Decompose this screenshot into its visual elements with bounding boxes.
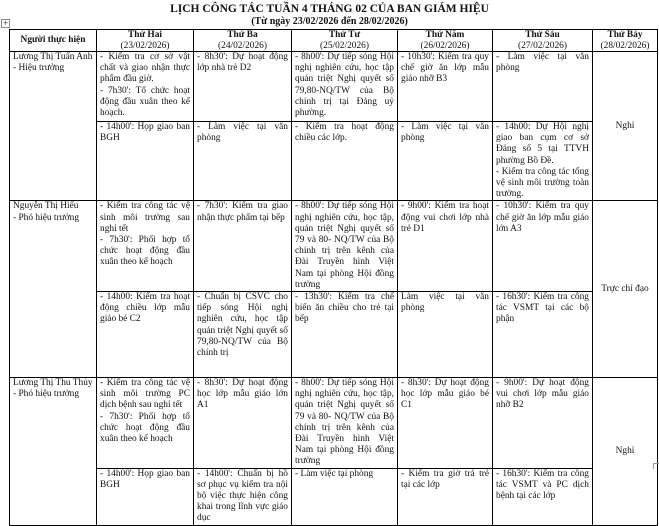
cell-friday-morning: [493, 52, 593, 122]
activity-text: - 8h30': Dự hoạt động học lớp mẫu giáo lớn A1: [197, 378, 288, 411]
activity-text: - 10h30': Kiểm tra quy chế giờ ăn lớp mẫu giáo nhỡ B3: [401, 52, 489, 85]
header-date-label: (25/02/2026): [320, 40, 369, 51]
cell-wednesday-morning: [292, 378, 398, 469]
activity-text: Làm việc tại văn phòng: [401, 292, 489, 314]
cell-saturday: Trực chỉ đạo: [593, 201, 658, 378]
person-cell: [10, 201, 97, 378]
header-date-label: (23/02/2026): [120, 40, 170, 51]
activity-text: - Làm việc tại văn phòng: [401, 122, 489, 144]
table-resize-handle-icon[interactable]: [653, 463, 659, 469]
activity-text: - 8h30': Dự hoạt động học lớp mẫu giáo bé C1: [401, 378, 489, 411]
cell-monday-morning: [97, 378, 194, 469]
activity-text: - Kiểm tra công tác vệ sinh môi trường sau nghỉ tết: [100, 201, 190, 234]
activity-text: - 16h30': Kiểm tra công tác VSMT và PC dịch bệnh tại các lớp: [496, 468, 589, 502]
cell-monday-afternoon: [97, 292, 194, 378]
header-day-label: Người thực hiện: [20, 35, 86, 46]
activity-text: - Kiểm tra công tác vệ sinh môi trường PC dịch bệnh sau nghỉ tết: [100, 378, 190, 411]
activity-text: - Làm việc tại văn phòng: [496, 52, 589, 74]
header-row: [10, 30, 658, 52]
person-role: - Phó hiệu trưởng: [13, 389, 80, 400]
document-subtitle: (Từ ngày 23/02/2026 đến 28/02/2026): [251, 16, 408, 27]
activity-text: - Làm việc tại văn phòng: [197, 122, 288, 144]
header-tuesday: [194, 30, 292, 52]
activity-text: - 9h00': Dự hoạt động vui chơi lớp mẫu giáo nhỡ B2: [496, 378, 589, 411]
header-day-label: Thứ Bảy: [607, 30, 643, 40]
activity-text: - 7h30': Phối hợp tổ chức hoạt động đầu xuân theo kế hoạch: [100, 411, 190, 445]
header-date-label: (28/02/2026): [600, 40, 650, 51]
header-thursday: [398, 30, 493, 52]
cell-thursday-afternoon: [398, 292, 493, 378]
cell-wednesday-morning: [292, 201, 398, 292]
activity-text: - 14h00': Chuẩn bị hồ sơ phục vụ kiểm tra nội bộ việc thực hiện công khai trong lĩnh vực giáo dục: [197, 468, 288, 524]
activity-text: - Kiểm tra hoạt động chiều các lớp.: [295, 122, 394, 144]
cell-saturday: Nghỉ: [593, 378, 658, 526]
activity-text: - 14h00: Kiểm tra hoạt động chiều lớp mẫu giáo bé C2: [100, 292, 190, 325]
header-day-label: Thứ Ba: [227, 30, 258, 40]
document-title: LỊCH CÔNG TÁC TUẦN 4 THÁNG 02 CỦA BAN GIÁM HIỆU: [170, 3, 489, 15]
activity-text: - 14h00: Dự Hội nghị giao ban cụm cơ sở Đảng số 5 tại TTVH phường Bồ Đề.: [496, 122, 589, 166]
cell-monday-morning: [97, 201, 194, 292]
table-row-afternoon: [10, 122, 658, 201]
person-role: - Hiệu trưởng: [13, 63, 65, 74]
cell-tuesday-afternoon: [194, 292, 292, 378]
header-day-label: Thứ Năm: [425, 30, 465, 40]
activity-text: - 8h00': Dự tiếp sóng Hội nghị nghiên cứu, học tập, quán triệt Nghị quyết số 79 và 80- NQ/TW của Bộ chính trị trên kênh của Đài Truyền hình Việt Nam tại phòng Hội đồng trường: [295, 201, 394, 290]
cell-friday-afternoon: [493, 468, 593, 525]
header-wednesday: [292, 30, 398, 52]
activity-text: - 13h30': Kiểm tra chế biến ăn chiều cho trẻ tại bếp: [295, 292, 394, 325]
cell-thursday-morning: [398, 201, 493, 292]
activity-text: - 14h00': Họp giao ban BGH: [100, 468, 190, 490]
activity-text: - 10h30': Kiểm tra quy chế giờ ăn lớp mẫu giáo lớn A3: [496, 201, 589, 234]
cell-wednesday-afternoon: [292, 122, 398, 201]
table-row-morning: [10, 378, 658, 469]
activity-text: - 8h00': Dự tiếp sóng Hội nghị nghiên cứu, học tập quán triệt Nghị quyết số 79,80-NQ/TW của Bộ chính trị tại Đảng uỷ phường.: [295, 52, 394, 119]
table-move-handle-icon[interactable]: +: [2, 19, 9, 27]
cell-thursday-morning: [398, 378, 493, 469]
cell-monday-morning: [97, 52, 194, 122]
cell-friday-morning: [493, 201, 593, 292]
header-date-label: (24/02/2026): [218, 40, 267, 51]
cell-tuesday-afternoon: [194, 122, 292, 201]
cell-thursday-morning: [398, 52, 493, 122]
table-row-afternoon: [10, 468, 658, 525]
header-date-label: (26/02/2026): [420, 40, 470, 51]
table-row-morning: [10, 201, 658, 292]
cell-wednesday-morning: [292, 52, 398, 122]
cell-tuesday-morning: [194, 378, 292, 469]
activity-text: - Chuẩn bị CSVC cho tiếp sóng Hội nghị nghiên cứu, học tập quán triệt Nghị quyết số 79,80-NQ/TW của Bộ chính trị: [197, 292, 288, 359]
cell-monday-afternoon: [97, 122, 194, 201]
activity-text: - 8h00': Dự tiếp sóng Hội nghị nghiên cứu, học tập, quán triệt Nghị quyết số 79 và 80- NQ/TW của Bộ chính trị trên kênh của Đài Truyền hình Việt Nam tại phòng Hội đồng trường: [295, 378, 394, 467]
header-day-label: Thứ Hai: [127, 30, 163, 40]
cell-tuesday-morning: [194, 52, 292, 122]
cell-monday-afternoon: [97, 468, 194, 525]
header-friday: [493, 30, 593, 52]
person-name: Lương Thị Thu Thủy: [13, 378, 93, 389]
activity-text: - Kiểm tra giờ trả trẻ tại các lớp: [401, 468, 489, 490]
cell-tuesday-afternoon: [194, 468, 292, 525]
header-day-label: Thứ Sáu: [525, 30, 560, 40]
activity-text: - 16h30': Kiểm tra công tác VSMT tại các bộ phận: [496, 292, 589, 325]
cell-thursday-afternoon: [398, 122, 493, 201]
person-name: Nguyễn Thị Hiếu: [13, 201, 79, 212]
cell-friday-morning: [493, 378, 593, 469]
cell-wednesday-afternoon: [292, 468, 398, 525]
activity-text: - 9h00': Kiểm tra hoạt động vui chơi lớp nhà trẻ D1: [401, 201, 489, 234]
activity-text: - 7h30': Tổ chức hoạt động đầu xuân theo kế hoạch.: [100, 85, 190, 119]
table-row-afternoon: [10, 292, 658, 378]
activity-text: - Làm việc tại phòng: [295, 468, 374, 479]
header-date-label: (27/02/2026): [518, 40, 567, 51]
schedule-table: [9, 29, 658, 526]
activity-text: - 8h30': Dự hoạt động lớp nhà trẻ D2: [197, 52, 288, 74]
activity-text: - 7h30': Phối hợp tổ chức hoạt động đầu xuân theo kế hoạch: [100, 235, 190, 268]
person-role: - Phó hiệu trưởng: [13, 212, 80, 223]
header-day-label: Thứ Tư: [328, 30, 361, 40]
table-row-morning: [10, 52, 658, 122]
header-monday: [97, 30, 194, 52]
cell-thursday-afternoon: [398, 468, 493, 525]
cell-wednesday-afternoon: [292, 292, 398, 378]
person-name: Lương Thị Tuấn Anh: [13, 52, 93, 62]
activity-text: - Kiểm tra công tác tổng vệ sinh môi trường toàn trường.: [496, 166, 589, 200]
cell-saturday: Nghỉ: [593, 52, 658, 201]
person-cell: [10, 52, 97, 201]
cell-friday-afternoon: [493, 292, 593, 378]
header-person: [10, 30, 97, 52]
cell-tuesday-morning: [194, 201, 292, 292]
activity-text: - 14h00': Họp giao ban BGH: [100, 122, 190, 144]
person-cell: [10, 378, 97, 526]
activity-text: - 7h30': Kiểm tra giao nhận thực phẩm tại bếp: [197, 201, 288, 223]
activity-text: - Kiểm tra cơ sở vật chất và giao nhận thực phẩm đầu giờ.: [100, 52, 190, 85]
cell-friday-afternoon: [493, 122, 593, 201]
header-saturday: [593, 30, 658, 52]
